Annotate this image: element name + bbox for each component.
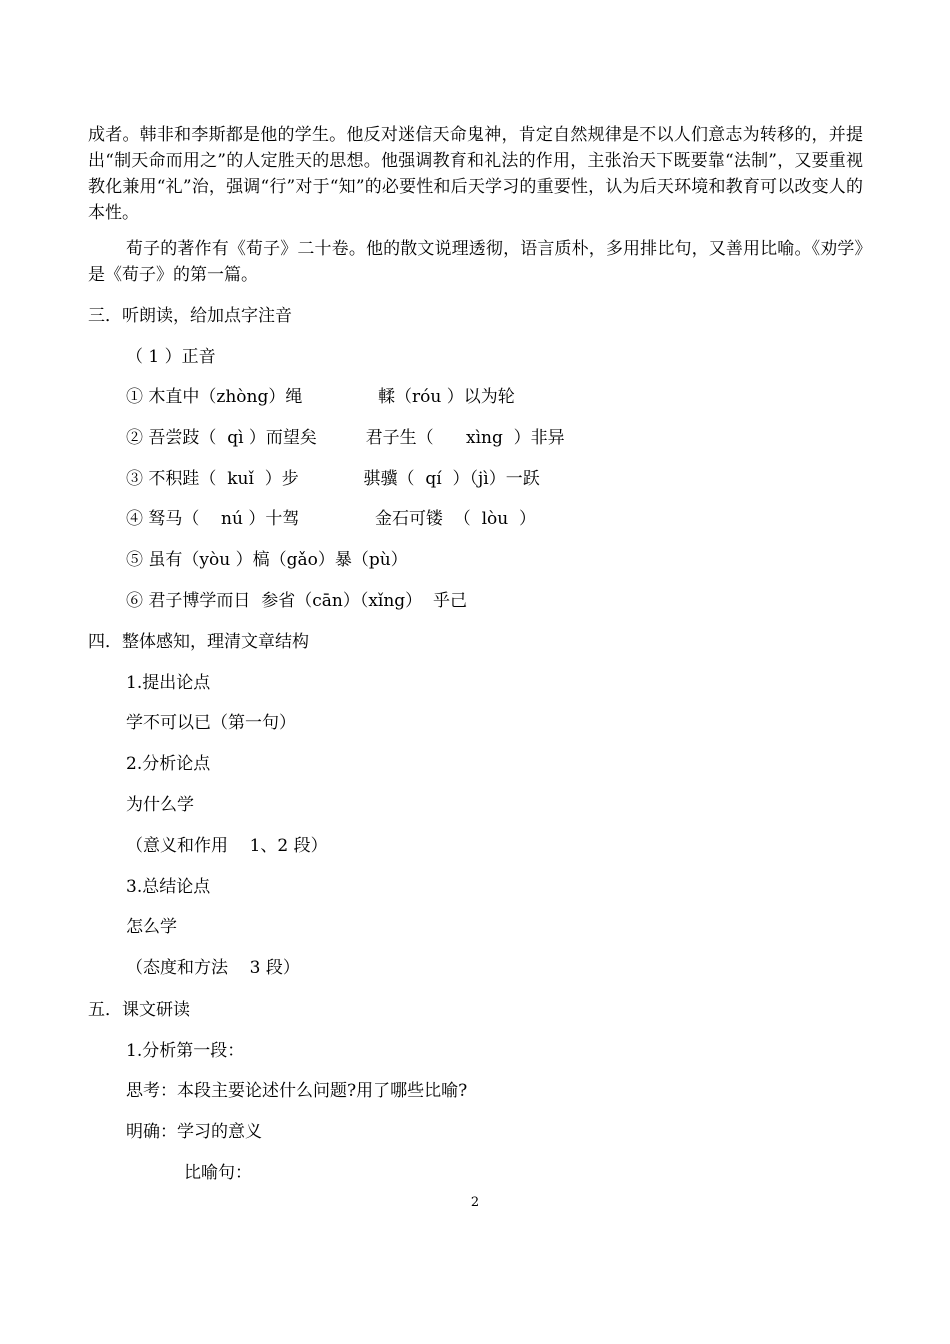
section-4-heading: 四．整体感知，理清文章结构 — [88, 632, 309, 652]
section-5-heading: 五．课文研读 — [88, 1000, 190, 1020]
structure-line-1: 1.提出论点 — [126, 673, 211, 693]
structure-line-4: 为什么学 — [126, 795, 194, 815]
intro-paragraph-1: 成者。韩非和李斯都是他的学生。他反对迷信天命鬼神，肯定自然规律是不以人们意志为转移的，并提出“制天命而用之”的人定胜天的思想。他强调教育和礼法的作用，主张治天下既要靠“法制”，又要重视教化兼用“礼”治，强调“行”对于“知”的必要性和后天学习的重要性，认为后天环境和教育可以改变人的本性。 — [88, 125, 863, 223]
structure-line-6: 3.总结论点 — [126, 877, 211, 897]
pronunciation-item-3: ③ 不积跬（ kuǐ ）步 骐骥（ qí ）（jì）一跃 — [126, 469, 540, 489]
structure-line-3: 2.分析论点 — [126, 754, 211, 774]
intro-paragraph-2: 荀子的著作有《荀子》二十卷。他的散文说理透彻，语言质朴，多用排比句，又善用比喻。《劝学》是《荀子》的第一篇。 — [88, 239, 863, 285]
study-subline: 比喻句： — [184, 1163, 252, 1183]
section-3-subheading: （ 1 ）正音 — [126, 347, 216, 367]
section-3-heading: 三．听朗读，给加点字注音 — [88, 306, 292, 326]
study-line-2: 思考：本段主要论述什么问题?用了哪些比喻? — [126, 1081, 468, 1101]
structure-line-5: （意义和作用 1、2 段） — [126, 836, 328, 856]
pronunciation-item-6: ⑥ 君子博学而日 参省（cān）（xǐng） 乎己 — [126, 591, 467, 611]
pronunciation-item-5: ⑤ 虽有（yòu ）槁（gǎo）暴（pù） — [126, 550, 408, 570]
study-line-3: 明确：学习的意义 — [126, 1122, 262, 1142]
study-line-1: 1.分析第一段： — [126, 1041, 245, 1061]
pronunciation-item-4: ④ 驽马（ nú ）十驾 金石可镂 （ lòu ） — [126, 509, 537, 529]
page-number: 2 — [470, 1195, 480, 1210]
structure-line-7: 怎么学 — [126, 917, 177, 937]
structure-line-2: 学不可以已（第一句） — [126, 713, 296, 733]
structure-line-8: （态度和方法 3 段） — [126, 958, 300, 978]
pronunciation-item-1: ① 木直中（zhòng）绳 輮（róu ）以为轮 — [126, 387, 515, 407]
pronunciation-item-2: ② 吾尝跂（ qì ）而望矣 君子生（ xìng ）非异 — [126, 428, 565, 448]
